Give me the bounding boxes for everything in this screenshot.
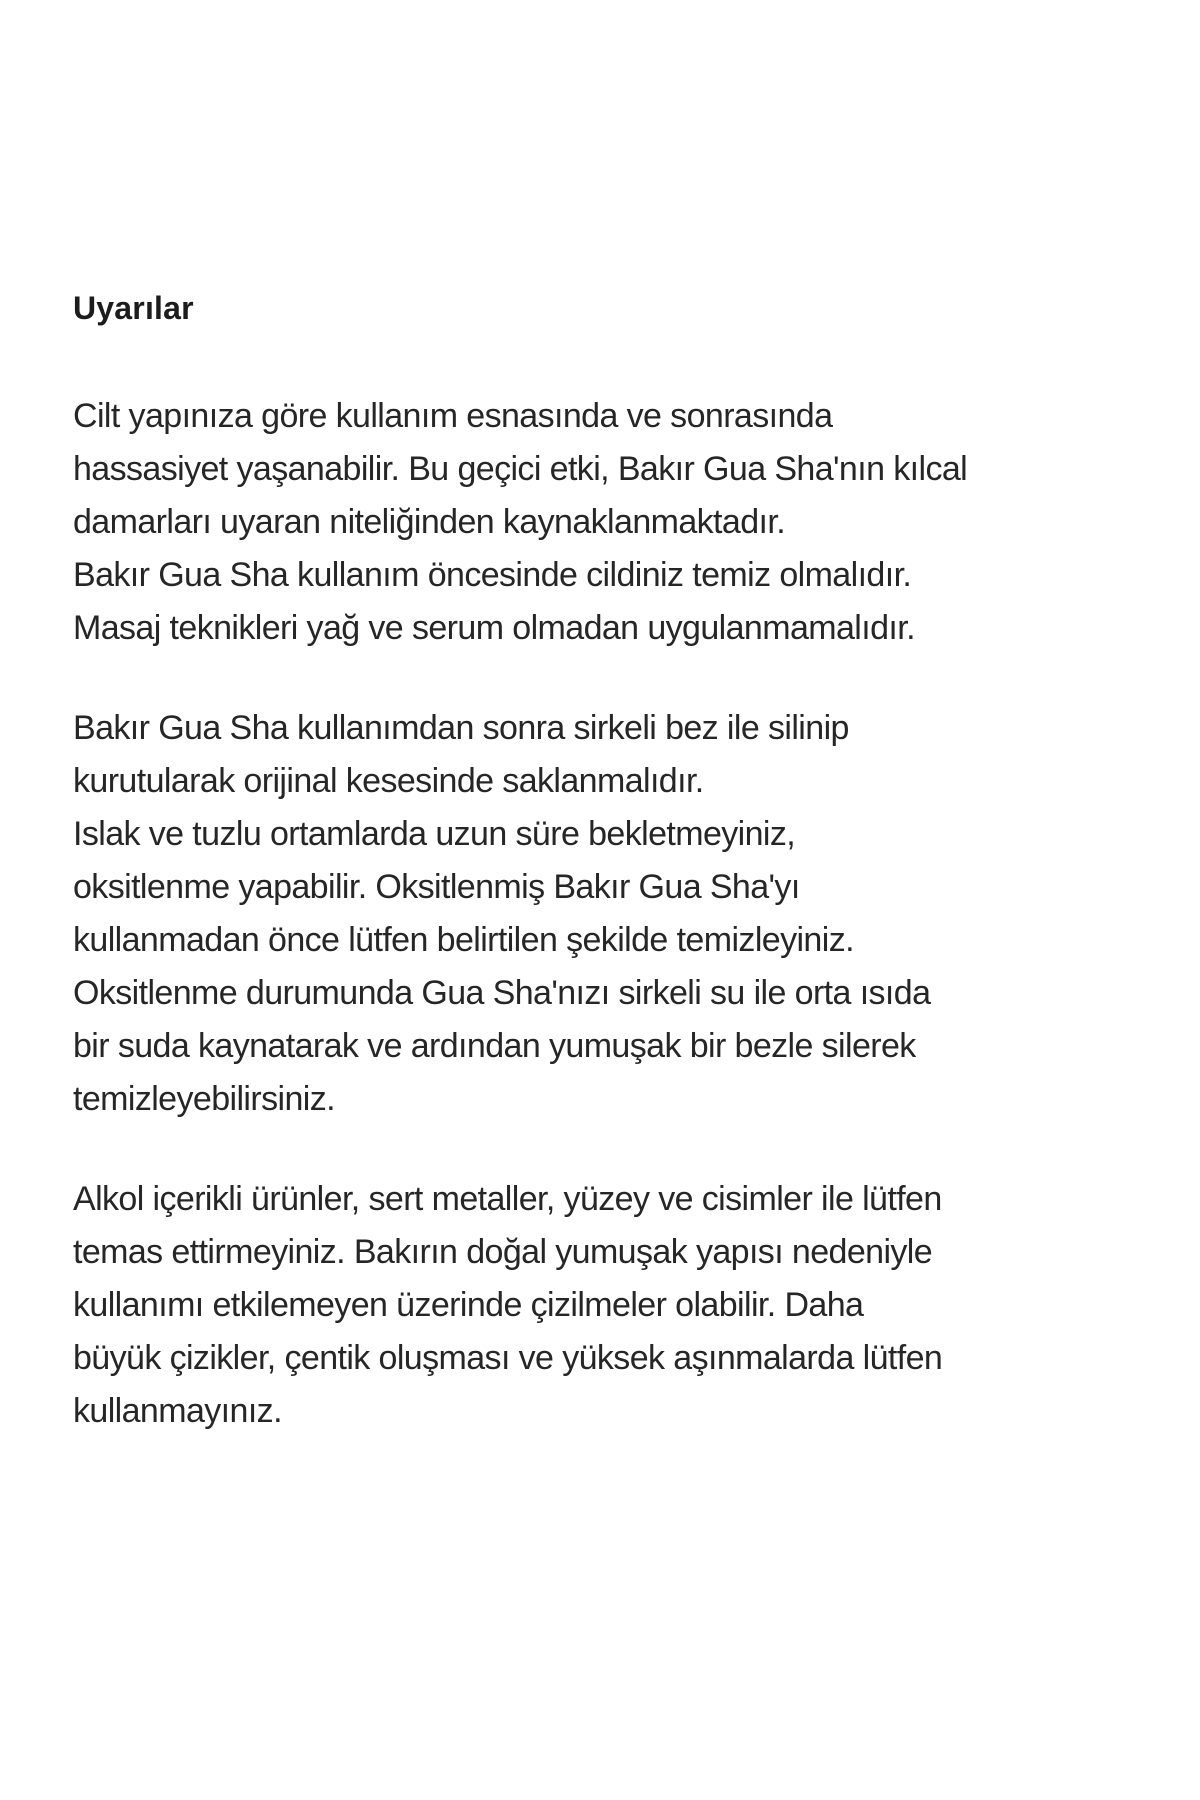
page-title: Uyarılar [73, 290, 194, 326]
text-line: temizleyebilirsiniz. [73, 1080, 335, 1118]
text-line: bir suda kaynatarak ve ardından yumuşak bir bezle silerek [73, 1027, 916, 1065]
text-line: Cilt yapınıza göre kullanım esnasında ve sonrasında [73, 397, 833, 435]
text-line: temas ettirmeyiniz. Bakırın doğal yumuşak yapısı nedeniyle [73, 1233, 933, 1271]
text-line: Islak ve tuzlu ortamlarda uzun süre bekletmeyiniz, [73, 815, 796, 853]
paragraph-usage-sensitivity [73, 390, 1153, 655]
text-line: oksitlenme yapabilir. Oksitlenmiş Bakır Gua Sha'yı [73, 868, 800, 906]
warnings-document [73, 288, 1153, 1438]
text-line: büyük çizikler, çentik oluşması ve yüksek aşınmalarda lütfen [73, 1339, 943, 1377]
text-line: Bakır Gua Sha kullanımdan sonra sirkeli bez ile silinip [73, 709, 849, 747]
text-line: hassasiyet yaşanabilir. Bu geçici etki, Bakır Gua Sha'nın kılcal [73, 450, 968, 488]
paragraph-contact-warnings [73, 1173, 1153, 1438]
text-line: Oksitlenme durumunda Gua Sha'nızı sirkeli su ile orta ısıda [73, 974, 931, 1012]
text-line: Bakır Gua Sha kullanım öncesinde cildiniz temiz olmalıdır. [73, 556, 912, 594]
text-line: kullanımı etkilemeyen üzerinde çizilmeler olabilir. Daha [73, 1286, 864, 1324]
text-line: kullanmayınız. [73, 1392, 282, 1430]
paragraph-cleaning-storage [73, 702, 1153, 1126]
text-line: damarları uyaran niteliğinden kaynaklanmaktadır. [73, 503, 786, 541]
text-line: kurutularak orijinal kesesinde saklanmalıdır. [73, 762, 704, 800]
text-line: kullanmadan önce lütfen belirtilen şekilde temizleyiniz. [73, 921, 854, 959]
text-line: Alkol içerikli ürünler, sert metaller, yüzey ve cisimler ile lütfen [73, 1180, 942, 1218]
text-line: Masaj teknikleri yağ ve serum olmadan uygulanmamalıdır. [73, 609, 915, 647]
